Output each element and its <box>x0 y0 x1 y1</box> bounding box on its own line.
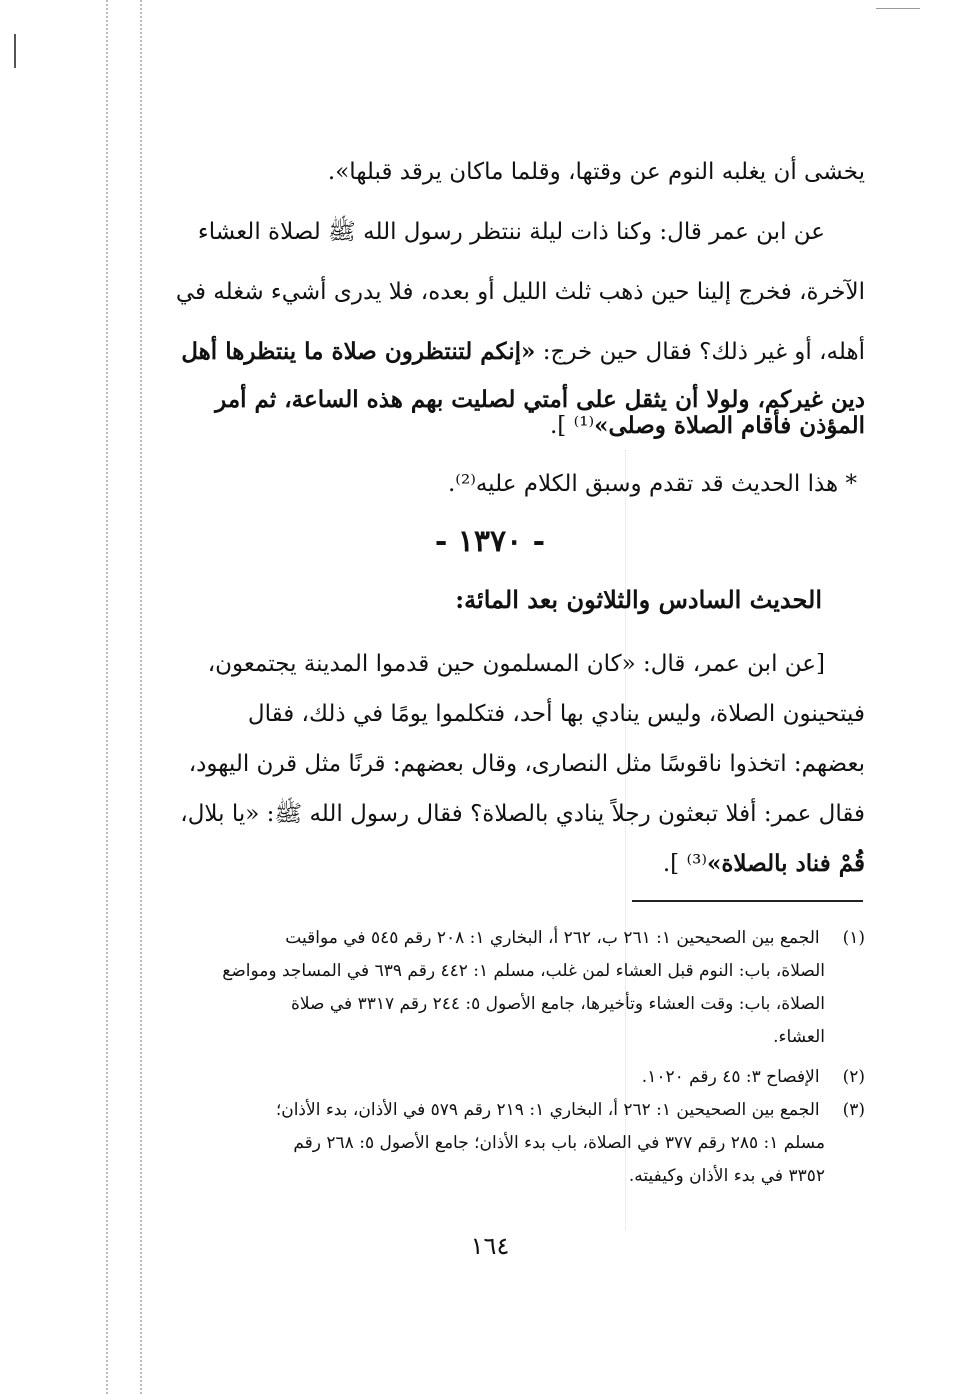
scan-edge-line <box>876 8 920 9</box>
footnote-text: الإفصاح ٣: ٤٥ رقم ١٠٢٠. <box>641 1067 820 1087</box>
footnote-number: (٢) <box>842 1067 865 1087</box>
hadith-quote: «إنكم لتنتظرون صلاة ما ينتظرها أهل <box>181 338 536 365</box>
binding-mark <box>14 34 16 68</box>
footnote-1-line: العشاء. <box>773 1027 825 1047</box>
footnote-1 <box>125 922 865 955</box>
page-number: ١٦٤ <box>470 1232 510 1260</box>
text-line: الآخرة، فخرج إلينا حين ذهب ثلث الليل أو بعده، فلا يدرى أشيء شغله في <box>175 279 865 305</box>
footnote-2 <box>125 1061 865 1094</box>
text-line: بعضهم: اتخذوا ناقوسًا مثل النصارى، وقال بعضهم: قرنًا مثل قرن اليهود، <box>188 751 865 777</box>
footnote-3-line: ٣٣٥٢ في بدء الأذان وكيفيته. <box>628 1166 825 1186</box>
footnote-number: (١) <box>842 928 865 948</box>
text-line: يخشى أن يغلبه النوم عن وقتها، وقلما ماكان يرقد قبلها». <box>327 159 865 185</box>
text-line: عن ابن عمر قال: وكنا ذات ليلة ننتظر رسول الله ﷺ لصلاة العشاء <box>197 219 825 245</box>
hadith-quote: المؤذن فأقام الصلاة وصلى» <box>594 412 865 439</box>
text-line: [عن ابن عمر، قال: «كان المسلمون حين قدموا المدينة يجتمعون، <box>207 651 825 677</box>
section-number: - ١٣٧٠ - <box>434 524 546 559</box>
scan-guide-line <box>106 0 108 1394</box>
text-line: فقال عمر: أفلا تبعثون رجلاً ينادي بالصلاة؟ فقال رسول الله ﷺ: «يا بلال، <box>180 801 865 827</box>
text-line <box>150 842 865 886</box>
footnote-number: (٣) <box>842 1100 865 1120</box>
footnote-text: الجمع بين الصحيحين ١: ٢٦١ ب، ٢٦٢ أ، البخاري ١: ٢٠٨ رقم ٥٤٥ في مواقيت <box>285 928 820 948</box>
footnote-ref: ⁽¹⁾ ]. <box>549 413 595 439</box>
hadith-quote: قُمْ فناد بالصلاة» <box>706 850 865 877</box>
note-line: * هذا الحديث قد تقدم وسبق الكلام عليه⁽²⁾. <box>447 471 857 497</box>
hadith-quote-line: دين غيركم، ولولا أن يثقل على أمتي لصليت بهم هذه الساعة، ثم أمر <box>215 386 865 413</box>
text-line <box>150 404 865 448</box>
footnote-ref: ⁽³⁾ ]. <box>662 851 707 877</box>
footnote-text: الجمع بين الصحيحين ١: ٢٦٢ أ، البخاري ١: ٢١٩ رقم ٥٧٩ في الأذان، بدء الأذان؛ <box>275 1100 820 1120</box>
text-line <box>150 330 865 374</box>
text-segment: أهله، أو غير ذلك؟ فقال حين خرج: <box>542 339 865 365</box>
footnote-separator <box>632 900 863 902</box>
footnote-1-line: الصلاة، باب: وقت العشاء وتأخيرها، جامع الأصول ٥: ٢٤٤ رقم ٣٣١٧ في صلاة <box>290 994 825 1014</box>
footnote-3-line: مسلم ١: ٢٨٥ رقم ٣٧٧ في الصلاة، باب بدء الأذان؛ جامع الأصول ٥: ٢٦٨ رقم <box>293 1133 825 1153</box>
footnote-1-line: الصلاة، باب: النوم قبل العشاء لمن غلب، مسلم ١: ٤٤٢ رقم ٦٣٩ في المساجد ومواضع <box>222 961 825 981</box>
hadith-text <box>150 642 865 882</box>
footnote-3 <box>125 1094 865 1127</box>
text-line: فيتحينون الصلاة، وليس ينادي بها أحد، فتكلموا يومًا في ذلك، فقال <box>247 701 865 727</box>
section-heading: الحديث السادس والثلاثون بعد المائة: <box>455 585 822 614</box>
